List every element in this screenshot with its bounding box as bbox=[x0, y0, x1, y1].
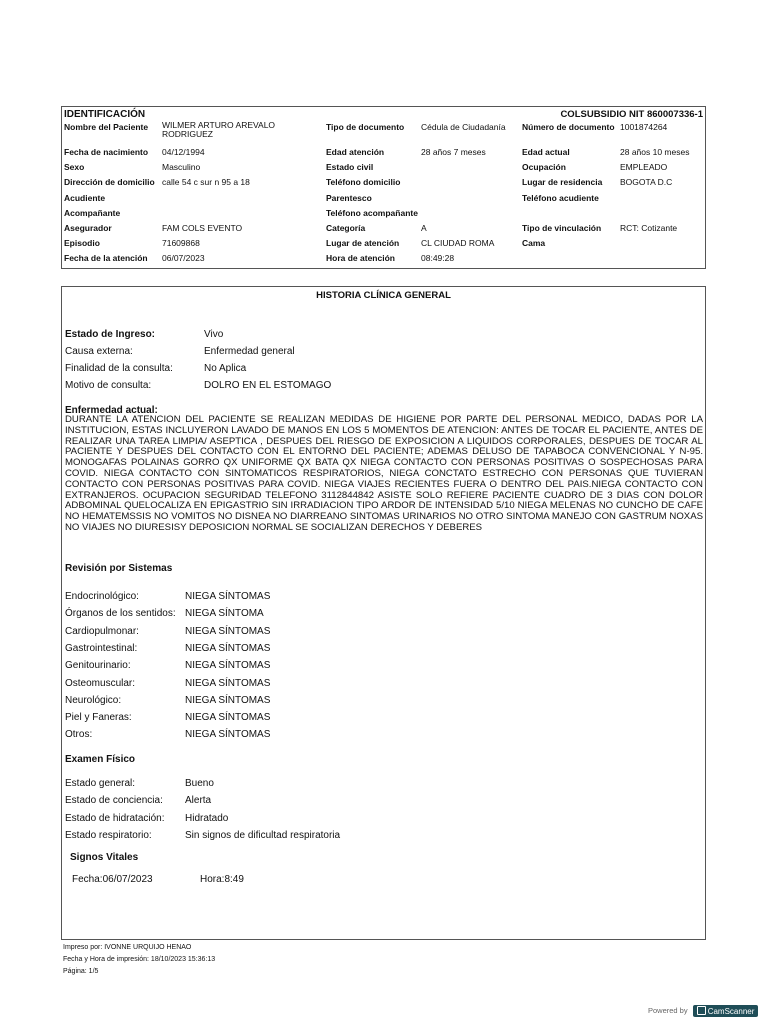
list-value: Sin signos de dificultad respiratoria bbox=[185, 829, 341, 841]
field-label: Tipo de vinculación bbox=[522, 223, 602, 233]
field-value: calle 54 c sur n 95 a 18 bbox=[162, 177, 250, 187]
powered-by-text: Powered by bbox=[648, 1005, 688, 1015]
camscanner-brand: CamScanner bbox=[707, 1007, 755, 1016]
vital-signs-title: Signos Vitales bbox=[70, 852, 139, 863]
field-label: Edad atención bbox=[326, 147, 385, 157]
field-label: Estado civil bbox=[326, 162, 374, 172]
list-label: Estado de conciencia: bbox=[65, 795, 163, 807]
list-value: Alerta bbox=[185, 795, 212, 807]
camscanner-logo bbox=[693, 1005, 759, 1017]
list-label: Estado respiratorio: bbox=[65, 829, 152, 841]
clinical-history-section bbox=[61, 286, 706, 940]
list-label: Estado de hidratación: bbox=[65, 812, 165, 824]
field-value: 1001874264 bbox=[620, 122, 668, 132]
vital-signs-date: Fecha:06/07/2023 bbox=[72, 874, 153, 885]
list-value: NIEGA SÍNTOMAS bbox=[185, 642, 271, 654]
list-value: NIEGA SÍNTOMAS bbox=[185, 729, 271, 741]
field-label: Teléfono domicilio bbox=[326, 177, 401, 187]
field-label: Fecha de la atención bbox=[64, 253, 148, 263]
clinical-history-title: HISTORIA CLÍNICA GENERAL bbox=[316, 290, 451, 301]
field-value: A bbox=[421, 223, 427, 233]
field-label: Edad actual bbox=[522, 147, 570, 157]
identification-section bbox=[61, 106, 706, 269]
field-value: RCT: Cotizante bbox=[620, 223, 678, 233]
field-label: Hora de atención bbox=[326, 253, 395, 263]
physical-exam-title: Examen Físico bbox=[65, 754, 136, 765]
field-label: Lugar de residencia bbox=[522, 177, 603, 187]
current-illness-title: Enfermedad actual: bbox=[65, 405, 158, 416]
print-datetime: Fecha y Hora de impresión: 18/10/2023 15:36:13 bbox=[63, 956, 216, 963]
list-label: Estado de Ingreso: bbox=[65, 329, 156, 340]
field-value: BOGOTA D.C bbox=[620, 177, 673, 187]
list-label: Órganos de los sentidos: bbox=[65, 608, 176, 620]
field-value: 04/12/1994 bbox=[162, 147, 205, 157]
list-label: Endocrinológico: bbox=[65, 591, 139, 602]
field-value: FAM COLS EVENTO bbox=[162, 223, 243, 233]
list-label: Estado general: bbox=[65, 778, 136, 789]
list-value: Enfermedad general bbox=[204, 346, 295, 357]
field-value: 28 años 10 meses bbox=[620, 147, 690, 157]
list-value: NIEGA SÍNTOMAS bbox=[185, 694, 271, 706]
vital-signs-time: Hora:8:49 bbox=[200, 874, 244, 885]
field-label: Teléfono acudiente bbox=[522, 193, 599, 203]
field-label: Tipo de documento bbox=[326, 122, 405, 132]
list-label: Finalidad de la consulta: bbox=[65, 363, 173, 374]
field-label: Ocupación bbox=[522, 162, 566, 172]
list-value: NIEGA SÍNTOMAS bbox=[185, 677, 271, 689]
list-label: Piel y Faneras: bbox=[65, 712, 132, 724]
scanner-icon bbox=[697, 1006, 706, 1015]
list-label: Neurológico: bbox=[65, 694, 122, 706]
list-value: Hidratado bbox=[185, 812, 229, 824]
systems-review-title: Revisión por Sistemas bbox=[65, 563, 173, 574]
field-value: 08:49:28 bbox=[421, 253, 455, 263]
page-number: Página: 1/5 bbox=[63, 968, 99, 975]
list-value: NIEGA SÍNTOMAS bbox=[185, 660, 271, 672]
list-value: NIEGA SÍNTOMAS bbox=[185, 591, 271, 602]
list-label: Causa externa: bbox=[65, 346, 133, 357]
field-label: Categoría bbox=[326, 223, 366, 233]
list-value: No Aplica bbox=[204, 363, 247, 374]
field-label: Nombre del Paciente bbox=[64, 122, 149, 132]
field-label: Número de documento bbox=[522, 122, 615, 132]
identification-title: IDENTIFICACIÓN bbox=[64, 109, 146, 120]
list-value: Vivo bbox=[204, 329, 224, 340]
field-value: EMPLEADO bbox=[620, 162, 668, 172]
field-label: Sexo bbox=[64, 162, 85, 172]
field-label: Dirección de domicilio bbox=[64, 177, 155, 187]
field-label: Lugar de atención bbox=[326, 238, 400, 248]
field-value: Cédula de Ciudadanía bbox=[421, 122, 506, 132]
field-value: 71609868 bbox=[162, 238, 200, 248]
powered-by bbox=[648, 1005, 758, 1017]
list-value: NIEGA SÍNTOMAS bbox=[185, 712, 271, 724]
field-value: WILMER ARTURO AREVALO RODRIGUEZ bbox=[162, 120, 276, 139]
field-label: Parentesco bbox=[326, 193, 372, 203]
field-value: Masculino bbox=[162, 162, 201, 172]
list-label: Osteomuscular: bbox=[65, 677, 136, 689]
printed-by: Impreso por: IVONNE URQUIJO HENAO bbox=[63, 944, 192, 951]
field-label: Cama bbox=[522, 238, 546, 248]
field-value: CL CIUDAD ROMA bbox=[421, 238, 495, 248]
list-label: Otros: bbox=[65, 729, 93, 741]
field-label: Asegurador bbox=[64, 223, 112, 233]
field-label: Acompañante bbox=[64, 208, 121, 218]
list-value: DOLRO EN EL ESTOMAGO bbox=[204, 380, 332, 391]
field-value: 06/07/2023 bbox=[162, 253, 205, 263]
list-value: NIEGA SÍNTOMAS bbox=[185, 625, 271, 637]
list-label: Gastrointestinal: bbox=[65, 642, 138, 654]
field-label: Fecha de nacimiento bbox=[64, 147, 149, 157]
list-label: Genitourinario: bbox=[65, 660, 131, 672]
field-label: Episodio bbox=[64, 238, 100, 248]
field-label: Acudiente bbox=[64, 193, 106, 203]
entity-nit: COLSUBSIDIO NIT 860007336-1 bbox=[560, 109, 703, 120]
field-label: Teléfono acompañante bbox=[326, 208, 418, 218]
list-label: Cardiopulmonar: bbox=[65, 625, 139, 637]
list-value: Bueno bbox=[185, 778, 214, 789]
current-illness-text: DURANTE LA ATENCION DEL PACIENTE SE REALIZAN MEDIDAS DE HIGIENE POR PARTE DEL PERSONAL MEDICO, DADAS POR LA INSTITUCION, ESTAS INCLUYERON LAVADO DE MANOS EN LOS 5 MOMENTOS DE ATENCION: ANTES DE TOCAR EL PACIENTE, ANTES DE REALIZAR UNA TAREA LIMPIA/ ASEPTICA , DESPUES DEL RIESGO DE EXPOSICION A LIQUIDOS CORPORALES, DESPUES DE TOCAR AL PACIENTE Y DESPUES DEL CONTACTO CON EL ENTORNO DEL PACIENTE; ADEMAS DELUSO DE TAPABOCA CONVENCIONAL Y N-95. MONOGAFAS POLAINAS GORRO QX UNIFORME QX BATA QX NIEGA CONTACTO CON PERSONAS POSITIVAS O SOSPECHOSAS PARA COVID. NIEGA CONTACTO CON SINTOMATICOS RESPIRATORIOS, NIEGA CONCTATO ESTRECHO CON PERSONAS QUE TUVIERAN CONTACTO CON PERSONAS POSITIVAS PARA COVID. NIEGA VIAJES RECIENTES FUERA O DENTRO DEL PAIS.NIEGA CONTACTO CON EXTRANJEROS. OCUPACION SEGURIDAD TELEFONO 3112844842 ASISTE SOLO REFIERE PACIENTE CUADRO DE 3 DIAS CON DOLOR ADBOMINAL QUELOCALIZA EN EPIGASTRIO SIN IRRADIACION TIPO ARDOR DE INTENSIDAD 5/10 NIEGA MELENAS NO CUNCHO DE CAFE NO HEMATEMSSIS NO VOMITOS NO DISNEA NO DIARREANO SINTOMAS URINARIOS NO OTRO SINTOMA MANEJO CON GASTRUM NOXAS NO VIAJES NO DIURESISY DEPOSICION NORMAL SE SOCIALIZAN DERECHOS Y DEBERES bbox=[65, 414, 703, 533]
list-label: Motivo de consulta: bbox=[65, 380, 152, 391]
list-value: NIEGA SÍNTOMA bbox=[185, 608, 264, 620]
field-value: 28 años 7 meses bbox=[421, 147, 486, 157]
